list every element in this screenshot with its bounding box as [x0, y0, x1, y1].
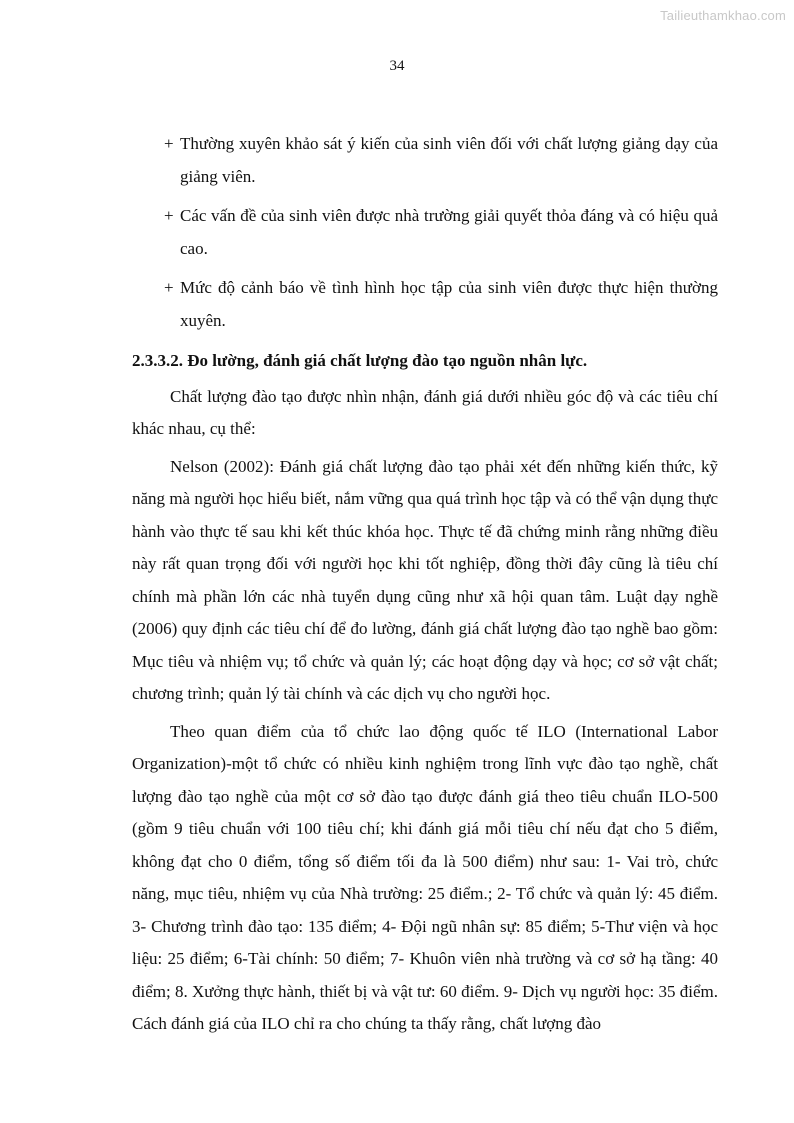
bullet-item	[132, 128, 718, 193]
bullet-marker: +	[164, 278, 174, 297]
bullet-marker: +	[164, 134, 174, 153]
page-number: 34	[389, 58, 405, 74]
bullet-item	[132, 272, 718, 337]
bullet-marker: +	[164, 206, 174, 225]
bullet-text: Thường xuyên khảo sát ý kiến của sinh viên đối với chất lượng giảng dạy của giảng viên.	[180, 134, 718, 186]
paragraph: Chất lượng đào tạo được nhìn nhận, đánh giá dưới nhiều góc độ và các tiêu chí khác nhau, cụ thể:	[132, 386, 718, 438]
bullet-item	[132, 200, 718, 265]
watermark-text: Tailieuthamkhao.com	[660, 8, 786, 23]
paragraph: Nelson (2002): Đánh giá chất lượng đào tạo phải xét đến những kiến thức, kỹ năng mà người học hiểu biết, nắm vững qua quá trình học tập và có thể vận dụng thực hành vào thực tế sau khi kết thúc khóa học. Thực tế đã chứng minh rằng những điều này rất quan trọng đối với người học khi tốt nghiệp, đồng thời đây cũng là tiêu chí chính mà phần lớn các nhà tuyển dụng cũng như xã hội quan tâm. Luật dạy nghề (2006) quy định các tiêu chí để đo lường, đánh giá chất lượng đào tạo nghề bao gồm: Mục tiêu và nhiệm vụ; tổ chức và quản lý; các hoạt động dạy và học; cơ sở vật chất; chương trình; quản lý tài chính và các dịch vụ cho người học.	[132, 456, 718, 703]
bullet-text: Các vấn đề của sinh viên được nhà trường giải quyết thỏa đáng và có hiệu quả cao.	[180, 206, 718, 258]
section-heading: 2.3.3.2. Đo lường, đánh giá chất lượng đào tạo nguồn nhân lực.	[132, 351, 588, 370]
paragraph: Theo quan điểm của tổ chức lao động quốc tế ILO (International Labor Organization)-một tổ chức có nhiều kinh nghiệm trong lĩnh vực đào tạo nghề, chất lượng đào tạo nghề của một cơ sở đào tạo được đánh giá theo tiêu chuẩn ILO-500 (gồm 9 tiêu chuẩn với 100 tiêu chí; khi đánh giá mỗi tiêu chí nếu đạt cho 5 điểm, không đạt cho 0 điểm, tổng số điểm tối đa là 500 điểm) như sau: 1- Vai trò, chức năng, mục tiêu, nhiệm vụ của Nhà trường: 25 điểm.; 2- Tổ chức và quản lý: 45 điểm. 3- Chương trình đào tạo: 135 điểm; 4- Đội ngũ nhân sự: 85 điểm; 5-Thư viện và học liệu: 25 điểm; 6-Tài chính: 50 điểm; 7- Khuôn viên nhà trường và cơ sở hạ tầng: 40 điểm; 8. Xưởng thực hành, thiết bị và vật tư: 60 điểm. 9- Dịch vụ người học: 35 điểm. Cách đánh giá của ILO chỉ ra cho chúng ta thấy rằng, chất lượng đào	[132, 721, 718, 1033]
document-body	[132, 128, 718, 1046]
bullet-text: Mức độ cảnh báo về tình hình học tập của sinh viên được thực hiện thường xuyên.	[180, 278, 718, 330]
